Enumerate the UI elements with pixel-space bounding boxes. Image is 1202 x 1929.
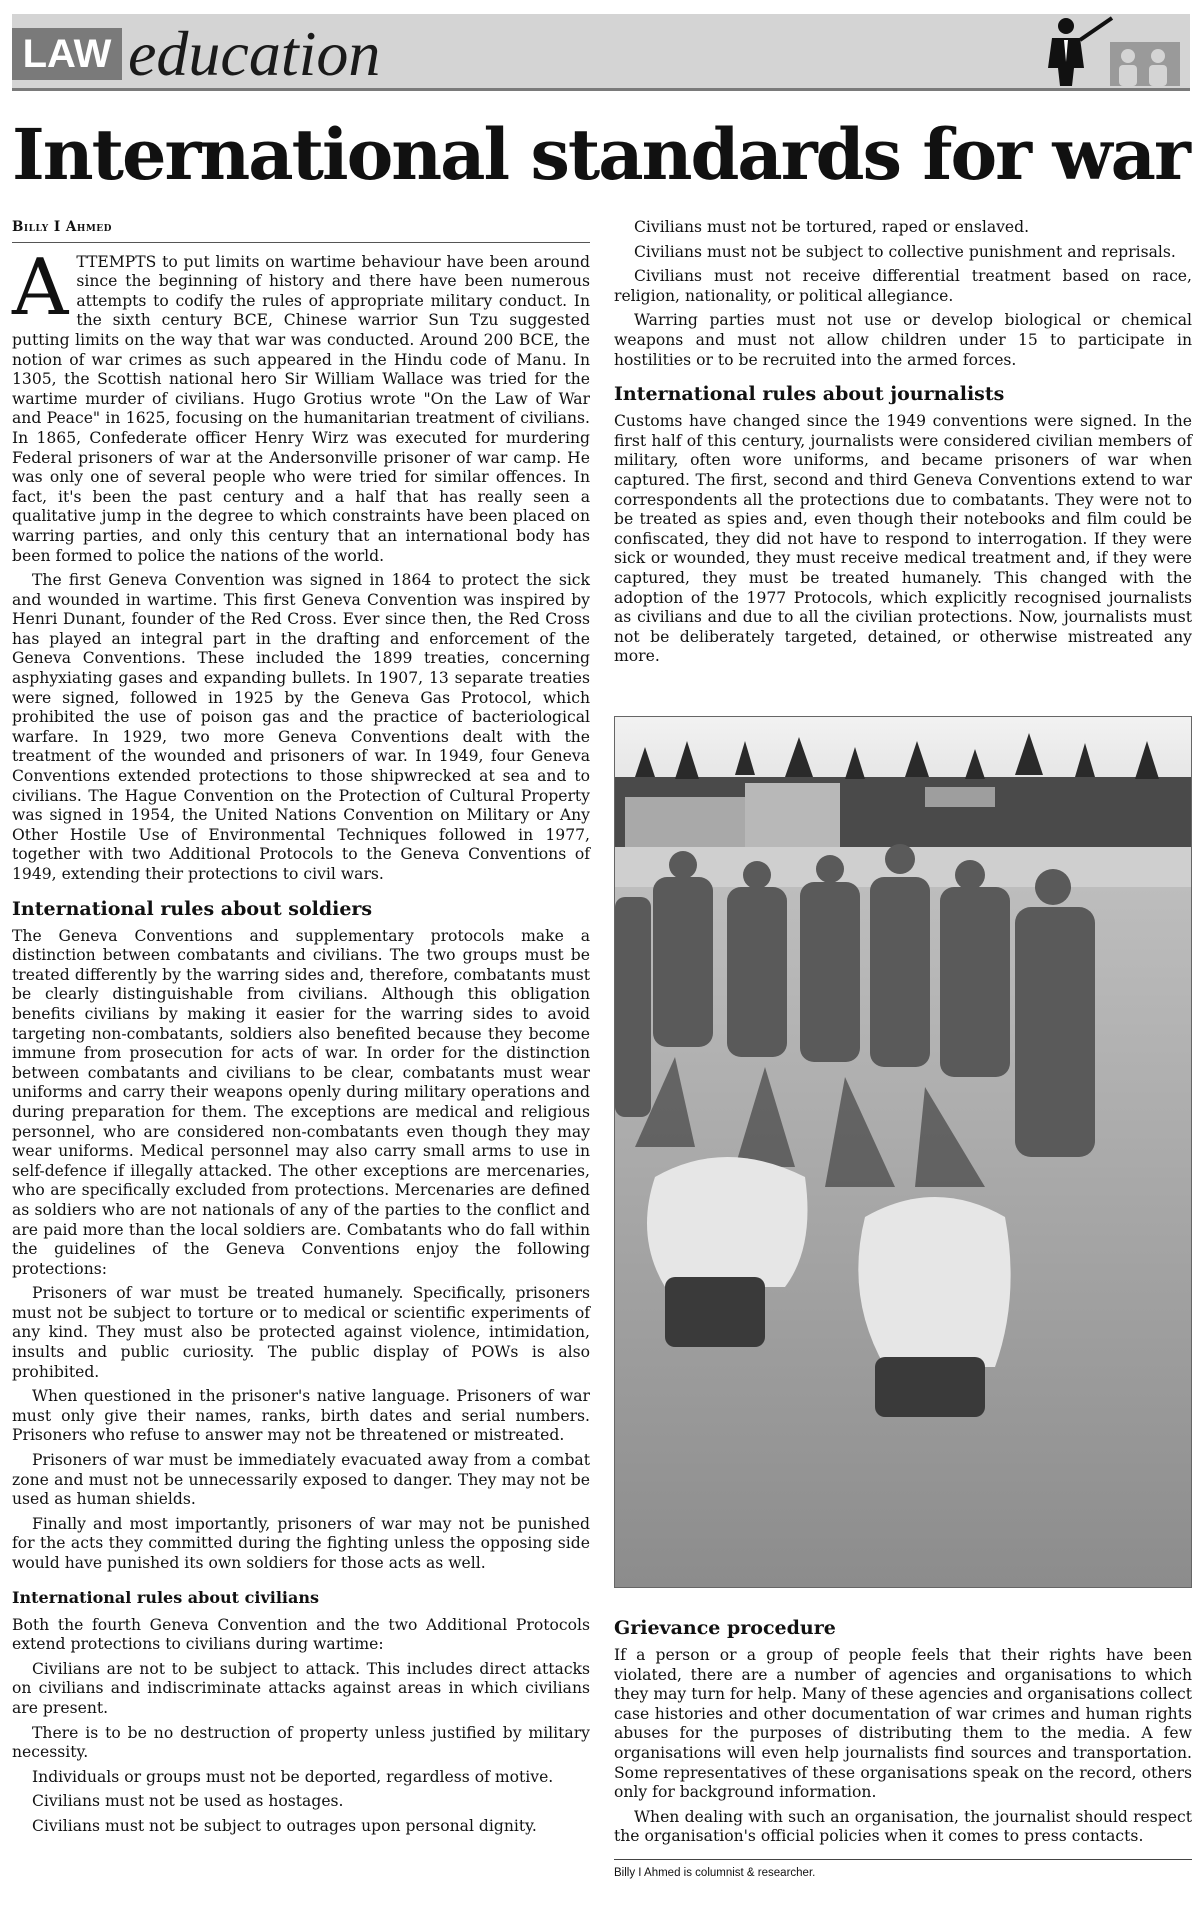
civilians-paragraph-3: There is to be no destruction of property unless justified by military necessity. (12, 1723, 590, 1762)
soldiers-paragraph-1: The Geneva Conventions and supplementary protocols make a distinction between combatants and civilians. The two groups must be treated differently by the warring sides and, therefore, combatants must be clearly distinguishable from civilians. Although this obligation benefits civilians by making it easier for the warring sides to avoid targeting non-combatants, soldiers also benefited because they become immune from prosecution for acts of war. In order for the distinction between combatants and civilians to be clear, combatants must wear uniforms and carry their weapons openly during military operations and during preparation for them. The exceptions are medical and religious personnel, who are considered non-combatants even though they may wear uniforms. Medical personnel may also carry small arms to use in self-defence if illegally attacked. The other exceptions are mercenaries, who are specifically excluded from protections. Mercenaries are defined as soldiers who are not nationals of any of the parties to the conflict and are paid more than the local soldiers are. Combatants who do fall within the guidelines of the Geneva Conventions enjoy the following protections: (12, 926, 590, 1278)
law-label: LAW (12, 28, 122, 80)
headline: International standards for war (12, 113, 1189, 196)
intro-paragraph-2: The first Geneva Convention was signed in 1864 to protect the sick and wounded in wartime. This first Geneva Convention was inspired by Henri Dunant, founder of the Red Cross. Ever since then, the Red Cross has played an integral part in the drafting and enforcement of the Geneva Conventions. These included the 1899 treaties, concerning asphyxiating gases and expanding bullets. In 1907, 13 separate treaties were signed, followed in 1925 by the Geneva Gas Protocol, which prohibited the use of poison gas and the practice of bacteriological warfare. In 1929, two more Geneva Conventions dealt with the treatment of the wounded and prisoners of war. In 1949, four Geneva Conventions extended protections to those shipwrecked at sea and to civilians. The Hague Convention on the Protection of Cultural Property was signed in 1954, the United Nations Convention on Military or Any Other Hostile Use of Environmental Techniques followed in 1977, together with two Additional Protocols to the Geneva Conventions of 1949, extending their protections to civil wars. (12, 571, 590, 883)
civilians-paragraph-4: Individuals or groups must not be deported, regardless of motive. (32, 1767, 554, 1786)
photo-illustration (615, 717, 1191, 1587)
civilians-paragraph-5: Civilians must not be used as hostages. (32, 1792, 344, 1811)
teacher-pointing-board-icon (1032, 16, 1182, 86)
intro-paragraph-1 (12, 242, 590, 567)
soldiers-paragraph-3: When questioned in the prisoner's native language. Prisoners of war must only give their names, ranks, birth dates and serial numbers. Prisoners who refuse to answer may not be threatened or mistreated. (12, 1387, 590, 1445)
civilians-paragraph-1: Both the fourth Geneva Convention and the two Additional Protocols extend protections to civilians during wartime: (12, 1615, 590, 1654)
grievance-paragraph-2: When dealing with such an organisation, the journalist should respect the organisation's official policies when it comes to press contacts. (614, 1807, 1192, 1846)
article-column-right-bottom (614, 1604, 1192, 1884)
journalists-heading: International rules about journalists (614, 383, 1005, 406)
soldiers-paragraph-5: Finally and most importantly, prisoners of war may not be punished for the acts they committed during the fighting unless the opposing side would have punished its own soldiers for those acts as well. (12, 1514, 590, 1572)
civilians-paragraph-8: Civilians must not be subject to collective punishment and reprisals. (634, 242, 1176, 261)
soldiers-paragraph-4: Prisoners of war must be immediately evacuated away from a combat zone and must not be unnecessarily exposed to danger. They may not be used as human shields. (12, 1451, 590, 1509)
article-column-left (12, 218, 590, 1842)
civilians-paragraph-6: Civilians must not be subject to outrages upon personal dignity. (32, 1816, 537, 1835)
section-banner (12, 14, 1190, 91)
civilians-heading: International rules about civilians (12, 1587, 319, 1607)
civilians-paragraph-7: Civilians must not be tortured, raped or enslaved. (634, 218, 1030, 236)
article-column-right (614, 218, 1192, 672)
drop-cap: A (12, 242, 69, 333)
byline: Billy I Ahmed (12, 218, 590, 243)
civilians-paragraph-10: Warring parties must not use or develop biological or chemical weapons and must not allow children under 15 to participate in hostilities or to be recruited into the armed forces. (614, 311, 1192, 369)
grievance-paragraph-1: If a person or a group of people feels that their rights have been violated, there are a number of agencies and organisations to which they may turn for help. Many of these agencies and organisations collect case histories and other documentation of war crimes and human rights abuses for the purposes of distributing them to the media. A few organisations will even help journalists find sources and transportation. Some representatives of these organisations speak on the record, others only for background information. (614, 1646, 1192, 1802)
news-photo-soldiers-detainees (614, 716, 1192, 1588)
section-label: education (128, 18, 381, 89)
civilians-paragraph-2: Civilians are not to be subject to attack. This includes direct attacks on civilians and indiscriminate attacks against areas in which civilians are present. (12, 1659, 590, 1717)
journalists-paragraph-1: Customs have changed since the 1949 conventions were signed. In the first half of this century, journalists were considered civilian members of military, often wore uniforms, and became prisoners of war when captured. The first, second and third Geneva Conventions extend to war correspondents all the protections due to combatants. They were not to be treated as spies and, even though their notebooks and film could be confiscated, they did not have to respond to interrogation. If they were sick or wounded, they must receive medical treatment and, if they were captured, they must be treated humanely. This changed with the adoption of the 1977 Protocols, which explicitly recognised journalists as civilians and due to all the civilian protections. Now, journalists must not be deliberately targeted, detained, or otherwise mistreated any more. (614, 412, 1192, 666)
intro-paragraph-1-text: TTEMPTS to put limits on wartime behaviour have been around since the beginning of history and there have been numerous attempts to codify the rules of appropriate military conduct. In the sixth century BCE, Chinese warrior Sun Tzu suggested putting limits on the way that war was conducted. Around 200 BCE, the notion of war crimes as such appeared in the Hindu code of Manu. In 1305, the Scottish national hero Sir William Wallace was tried for the wartime murder of civilians. Hugo Grotius wrote "On the Law of War and Peace" in 1625, focusing on the humanitarian treatment of civilians. In 1865, Confederate officer Henry Wirz was executed for murdering Federal prisoners of war at the Andersonville prisoner of war camp. He was only one of several people who were tried for similar offences. In fact, it's been the past century and a half that has really seen a qualitative jump in the degree to which constraints have been placed on warring parties, and only this century that an international body has been formed to police the nations of the world. (12, 252, 590, 565)
soldiers-paragraph-2: Prisoners of war must be treated humanely. Specifically, prisoners must not be subject to torture or to medical or scientific experiments of any kind. They must also be protected against violence, intimidation, insults and public curiosity. The public display of POWs is also prohibited. (12, 1284, 590, 1381)
author-credit: Billy I Ahmed is columnist & researcher. (614, 1859, 1192, 1884)
soldiers-heading: International rules about soldiers (12, 897, 373, 920)
grievance-heading: Grievance procedure (614, 1617, 836, 1639)
civilians-paragraph-9: Civilians must not receive differential treatment based on race, religion, nationality, or political allegiance. (614, 267, 1192, 305)
